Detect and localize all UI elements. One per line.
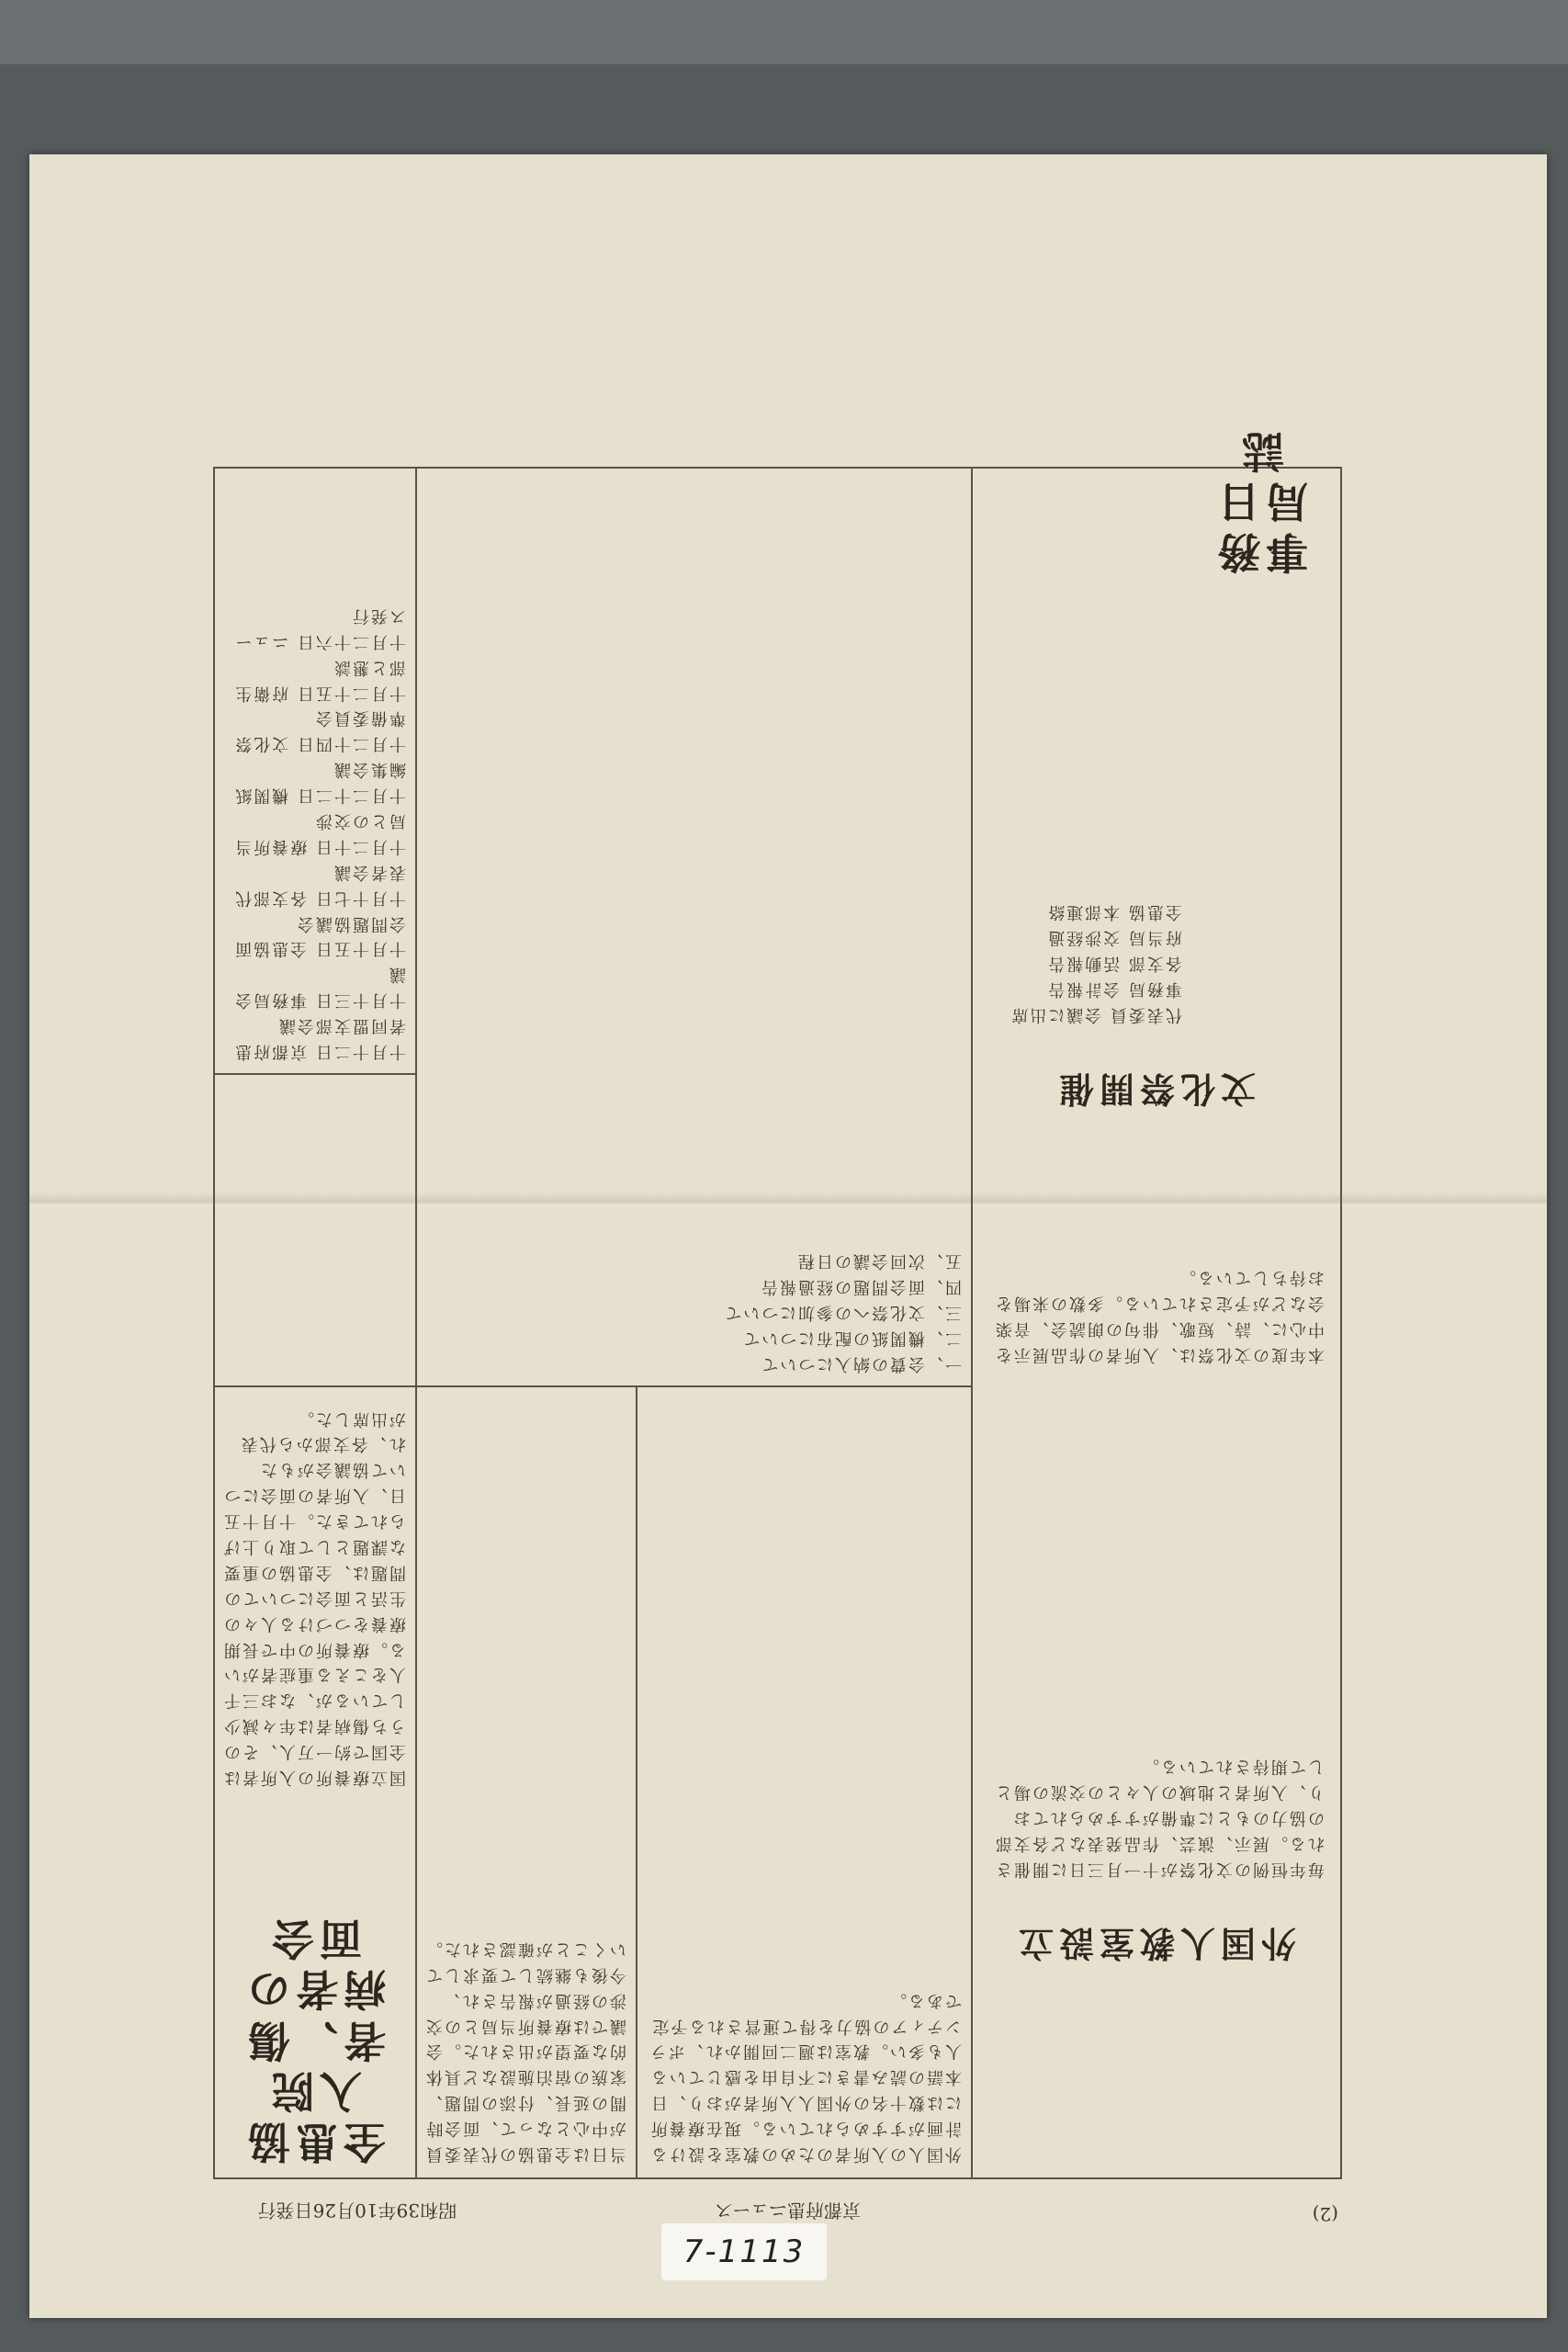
headline-culture-festival: 文化祭開催 — [1054, 1069, 1257, 1110]
headline-office-diary: 事務局日誌 — [1213, 425, 1308, 577]
article-body: 当日は全患協の代表委員が中心となって、面会時間の延長、付添の問題、家族の宿泊施設など具体的な要望が出された。会議では療養所当局との交渉の経過が報告され、今後も継続して要求していくことが確認された。 — [424, 1939, 626, 2164]
column-divider — [636, 1385, 637, 2179]
row-divider — [213, 1385, 971, 1387]
headline-foreigner-class: 外国人教室設立 — [1013, 1923, 1297, 1964]
headline-visitation: 全患協入院者、傷病者の面会 — [243, 1914, 386, 2166]
newspaper-page — [29, 154, 1547, 2318]
column-divider — [415, 467, 417, 2179]
archive-label: 7-1113 — [661, 2223, 827, 2280]
page-number: (2) — [1312, 2203, 1338, 2225]
column-divider — [971, 467, 973, 2179]
newspaper-name: 京都府患ニュース — [715, 2199, 861, 2222]
article-body: 外国人の入所者のための教室を設ける計画がすすめられている。現在療養所には数十名の外国人入所者がおり、日本語の読み書きに不自由を感じている人も多い。教室は週二回開かれ、ボランティアの協力を得て運営される予定である。 — [648, 1990, 962, 2164]
row-divider — [213, 1073, 415, 1075]
backdrop — [0, 0, 1568, 64]
article-body: 国立療養所の入所者は全国で約一万人、そのうち傷病者は年々減少しているが、なお三千人をこえる重症者がいる。療養所の中で長期療養をつづける人々の生活と面会についての問題は、全患協の重要な課題として取り上げられてきた。十月十五日、入所者の面会について協議会がもたれ、各支部から代表が出席した。 — [222, 1408, 406, 1787]
article-body: 毎年恒例の文化祭が十一月三日に開催される。展示、演芸、作品発表など各支部の協力のもとに準備がすすめられており、入所者と地域の人々との交流の場として期待されている。 — [994, 1757, 1325, 1879]
article-body: 代表委員 会議に出席 事務局 会計報告 各支部 活動報告 府当局 交渉経過 全患協 本部連絡 — [1010, 902, 1182, 1024]
article-body: 本年度の文化祭は、入所者の作品展示を中心に、詩、短歌、俳句の朗読会、音楽会などが予定されている。多数の来場をお待ちしている。 — [994, 1268, 1325, 1364]
issue-date: 昭和39年10月26日発行 — [257, 2199, 457, 2222]
article-body: 一、会費の納入について 二、機関紙の配布について 三、文化祭への参加について 四、面会問題の経過報告 五、次回会議の日程 — [723, 1251, 962, 1374]
office-diary-list: 十月十二日 京都府患者同盟支部会議 十月十三日 事務局会議 十月十五日 全患協面会問題協議会 十月十七日 各支部代表者会議 十月二十日 療養所当局との交渉 十月二十二日 機関紙編集会議 十月二十四日 文化祭準備委員会 十月二十五日 府衛生部と懇談 十月二十六日 ニュース発行 — [233, 605, 406, 1061]
